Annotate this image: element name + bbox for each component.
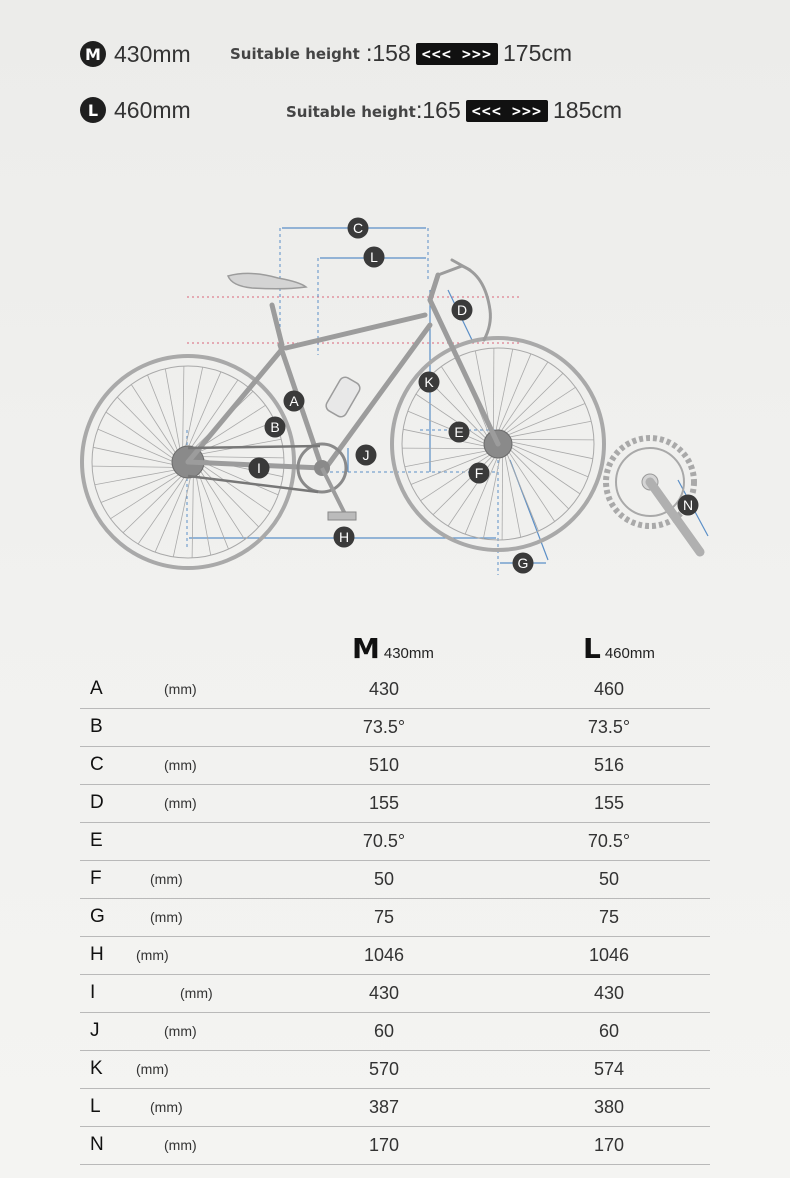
table-row: [80, 670, 710, 709]
table-row: [80, 708, 710, 747]
row-unit: (mm): [164, 795, 197, 811]
suitable-height-label-m: Suitable height: [230, 45, 360, 63]
size-badge-l: L: [80, 97, 106, 123]
marker-l: [364, 247, 385, 268]
marker-h: [334, 527, 355, 548]
table-row: [80, 746, 710, 785]
marker-label: F: [474, 465, 484, 481]
row-label: K: [90, 1058, 103, 1079]
row-value-l: 460: [593, 679, 625, 699]
table-row: [80, 974, 710, 1013]
suitable-range-m: [366, 40, 572, 67]
marker-label: A: [289, 393, 299, 409]
row-value-m: 50: [373, 869, 395, 889]
row-value-l: 75: [598, 907, 620, 927]
marker-label: L: [370, 249, 378, 265]
marker-label: J: [362, 447, 370, 463]
row-label: H: [90, 944, 104, 965]
row-value-m: 387: [368, 1097, 400, 1117]
row-value-l: 50: [598, 869, 620, 889]
marker-j: [356, 445, 377, 466]
marker-d: [452, 300, 473, 321]
table-row: [80, 936, 710, 975]
saddle: [228, 273, 306, 288]
range-from-l: :165: [416, 97, 461, 123]
row-label: J: [90, 1020, 100, 1041]
row-unit: (mm): [136, 947, 169, 963]
table-row: [80, 822, 710, 861]
row-value-l: 60: [598, 1021, 620, 1041]
suitable-height-label-l: Suitable height: [286, 103, 416, 121]
row-label: F: [90, 868, 102, 889]
row-value-l: 430: [593, 983, 625, 1003]
row-value-l: 170: [593, 1135, 625, 1155]
size-row-m: [80, 34, 191, 74]
suitable-range-l: [416, 97, 622, 124]
range-to-l: 185cm: [552, 97, 623, 123]
marker-label: N: [682, 497, 694, 513]
row-unit: (mm): [180, 985, 213, 1001]
size-frame-l: 460mm: [114, 96, 191, 123]
table-row: [80, 1088, 710, 1127]
row-label: L: [90, 1096, 101, 1117]
row-label: N: [90, 1134, 104, 1155]
table-row: [80, 784, 710, 823]
marker-label: E: [454, 424, 464, 440]
row-unit: (mm): [150, 871, 183, 887]
marker-label: K: [424, 374, 434, 390]
row-value-l: 70.5°: [587, 831, 631, 851]
marker-k: [419, 372, 440, 393]
marker-b: [265, 417, 286, 438]
row-unit: (mm): [150, 1099, 183, 1115]
marker-c: [348, 218, 369, 239]
range-arrows-m: <<< >>>: [416, 43, 498, 65]
row-value-l: 73.5°: [587, 717, 631, 737]
row-value-m: 75: [373, 907, 395, 927]
marker-label: D: [456, 302, 468, 318]
row-value-l: 574: [593, 1059, 625, 1079]
size-badge-m: M: [80, 41, 106, 67]
row-unit: (mm): [164, 1137, 197, 1153]
marker-a: [284, 391, 305, 412]
row-value-m: 60: [373, 1021, 395, 1041]
marker-e: [449, 422, 470, 443]
table-row: [80, 1126, 710, 1165]
row-value-m: 430: [368, 679, 400, 699]
table-row: [80, 898, 710, 937]
marker-label: G: [517, 555, 529, 571]
row-label: C: [90, 754, 104, 775]
marker-label: I: [257, 460, 261, 476]
row-value-m: 73.5°: [362, 717, 406, 737]
row-value-l: 155: [593, 793, 625, 813]
row-value-l: 516: [593, 755, 625, 775]
table-row: [80, 1012, 710, 1051]
row-value-m: 70.5°: [362, 831, 406, 851]
row-unit: (mm): [150, 909, 183, 925]
row-value-m: 430: [368, 983, 400, 1003]
row-label: G: [90, 906, 105, 927]
range-from-m: :158: [366, 40, 411, 66]
row-label: A: [90, 678, 103, 699]
table-header-m: [352, 632, 434, 665]
header-m-size: 430mm: [383, 645, 434, 662]
header-m-letter: M: [352, 632, 380, 665]
row-value-m: 570: [368, 1059, 400, 1079]
marker-label: B: [270, 419, 280, 435]
row-value-l: 1046: [588, 945, 630, 965]
table-header-l: [583, 632, 655, 665]
row-value-m: 155: [368, 793, 400, 813]
marker-i: [249, 458, 270, 479]
header-l-size: 460mm: [604, 645, 655, 662]
row-label: D: [90, 792, 104, 813]
row-unit: (mm): [164, 1023, 197, 1039]
marker-f: [469, 463, 490, 484]
marker-label: C: [352, 220, 364, 236]
size-frame-m: 430mm: [114, 40, 191, 67]
table-row: [80, 860, 710, 899]
row-value-l: 380: [593, 1097, 625, 1117]
row-value-m: 170: [368, 1135, 400, 1155]
row-label: B: [90, 716, 103, 737]
water-bottle: [324, 375, 362, 419]
row-value-m: 510: [368, 755, 400, 775]
row-label: E: [90, 830, 103, 851]
range-arrows-l: <<< >>>: [466, 100, 548, 122]
marker-n: [678, 495, 699, 516]
row-unit: (mm): [164, 681, 197, 697]
range-to-m: 175cm: [502, 40, 573, 66]
bike-geometry-diagram: [0, 180, 790, 600]
size-row-l: [80, 90, 191, 130]
marker-label: H: [338, 529, 350, 545]
table-row: [80, 1050, 710, 1089]
row-label: I: [90, 982, 96, 1003]
header-l-letter: L: [583, 632, 601, 665]
row-value-m: 1046: [363, 945, 405, 965]
row-unit: (mm): [136, 1061, 169, 1077]
marker-g: [513, 553, 534, 574]
row-unit: (mm): [164, 757, 197, 773]
